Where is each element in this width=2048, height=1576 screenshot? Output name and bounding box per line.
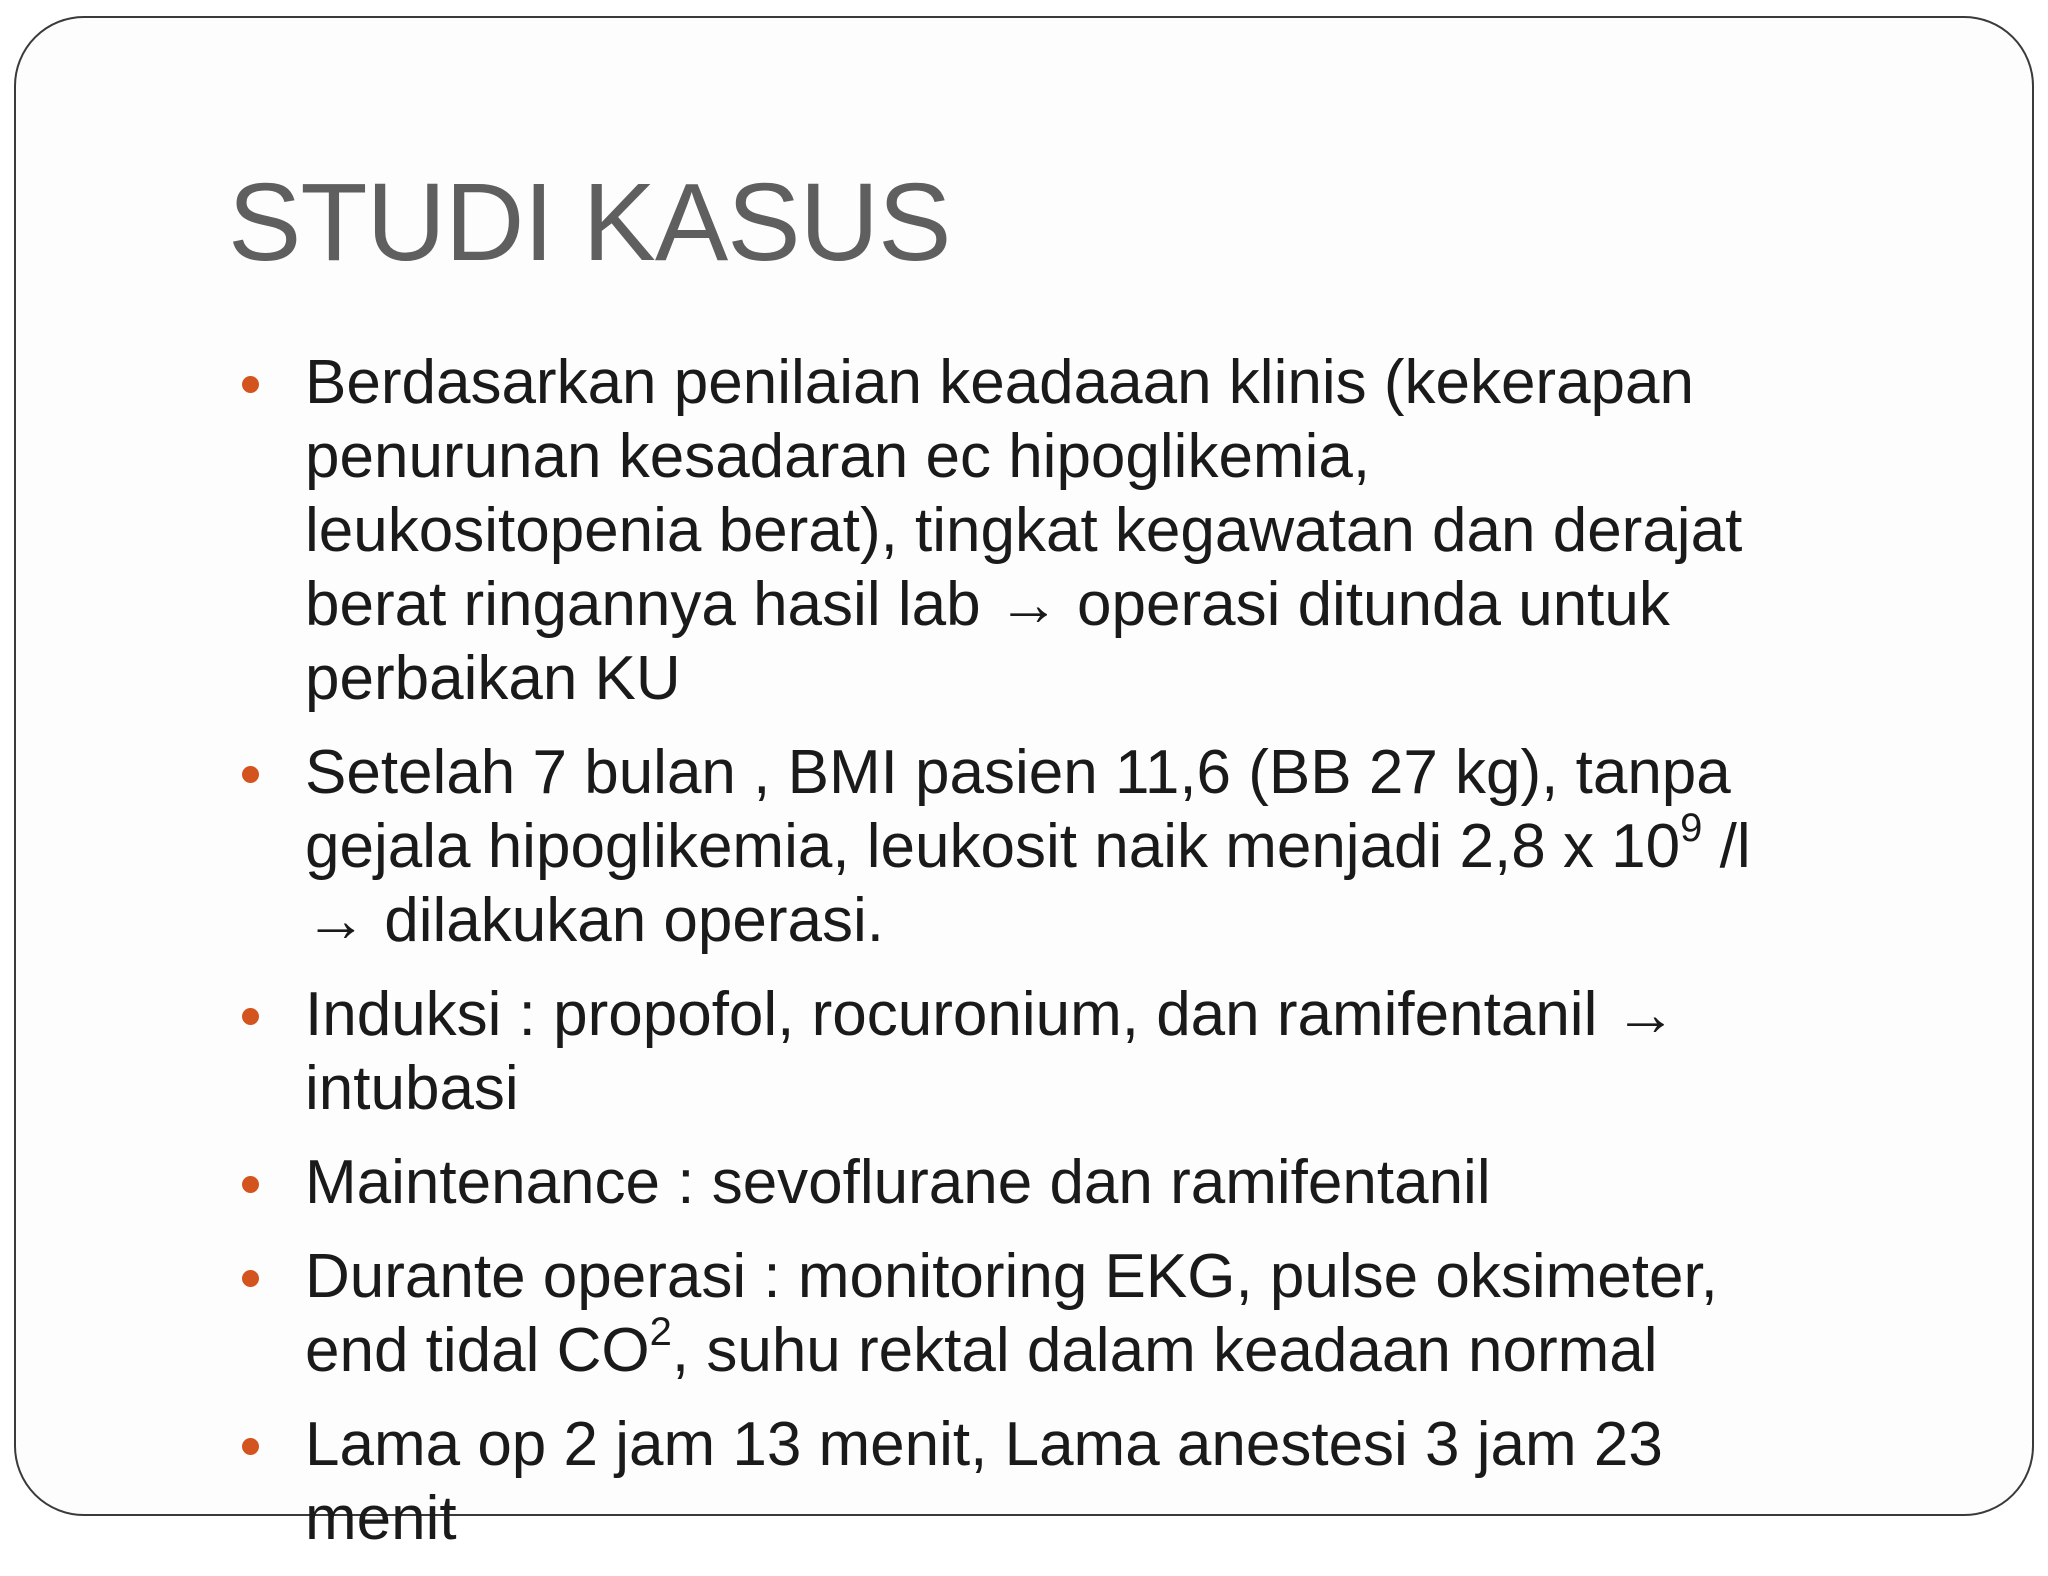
bullet-text: intubasi <box>305 1054 519 1123</box>
bullet-dot-icon <box>242 1008 259 1025</box>
bullet-text: Berdasarkan penilaian keadaaan klinis (kekerapan <box>305 348 1695 417</box>
superscript: 9 <box>1680 806 1703 851</box>
bullet-text: Induksi : propofol, rocuronium, dan ramifentanil → <box>305 980 1677 1049</box>
bullet-text-line <box>305 806 1954 884</box>
bullet-text: Lama op 2 jam 13 menit, Lama anestesi 3 jam 23 <box>305 1410 1663 1479</box>
bullet-text: leukositopenia berat), tingkat kegawatan dan derajat <box>305 496 1743 565</box>
bullet-text: → dilakukan operasi. <box>305 886 884 955</box>
bullet-text: menit <box>305 1484 457 1553</box>
bullet-text: Durante operasi : monitoring EKG, pulse oksimeter, <box>305 1242 1718 1311</box>
slide-title: STUDI KASUS <box>228 161 951 284</box>
bullet-text: gejala hipoglikemia, leukosit naik menjadi 2,8 x 10 <box>305 812 1681 881</box>
bullet-text: Maintenance : sevoflurane dan ramifentanil <box>305 1148 1491 1217</box>
bullet-text-line <box>305 1310 1954 1388</box>
bullet-text: penurunan kesadaran ec hipoglikemia, <box>305 422 1371 491</box>
bullet-text: perbaikan KU <box>305 644 681 713</box>
bullet-item <box>234 346 1954 716</box>
bullet-item <box>234 1240 1954 1388</box>
bullet-list <box>234 346 1954 1576</box>
bullet-text: /l <box>1702 812 1751 881</box>
bullet-item <box>234 978 1954 1126</box>
bullet-item <box>234 736 1954 958</box>
bullet-text: , suhu rektal dalam keadaan normal <box>671 1316 1658 1385</box>
bullet-dot-icon <box>242 1176 259 1193</box>
bullet-text: Setelah 7 bulan , BMI pasien 11,6 (BB 27 kg), tanpa <box>305 738 1731 807</box>
bullet-dot-icon <box>242 1270 259 1287</box>
superscript: 2 <box>649 1310 672 1355</box>
slide <box>14 16 2034 1553</box>
bullet-dot-icon <box>242 1438 259 1455</box>
bullet-item <box>234 1146 1954 1220</box>
bullet-dot-icon <box>242 766 259 783</box>
bullet-item <box>234 1408 1954 1556</box>
bullet-text: berat ringannya hasil lab → operasi ditunda untuk <box>305 570 1670 639</box>
bullet-dot-icon <box>242 376 259 393</box>
bullet-text: end tidal CO <box>305 1316 650 1385</box>
